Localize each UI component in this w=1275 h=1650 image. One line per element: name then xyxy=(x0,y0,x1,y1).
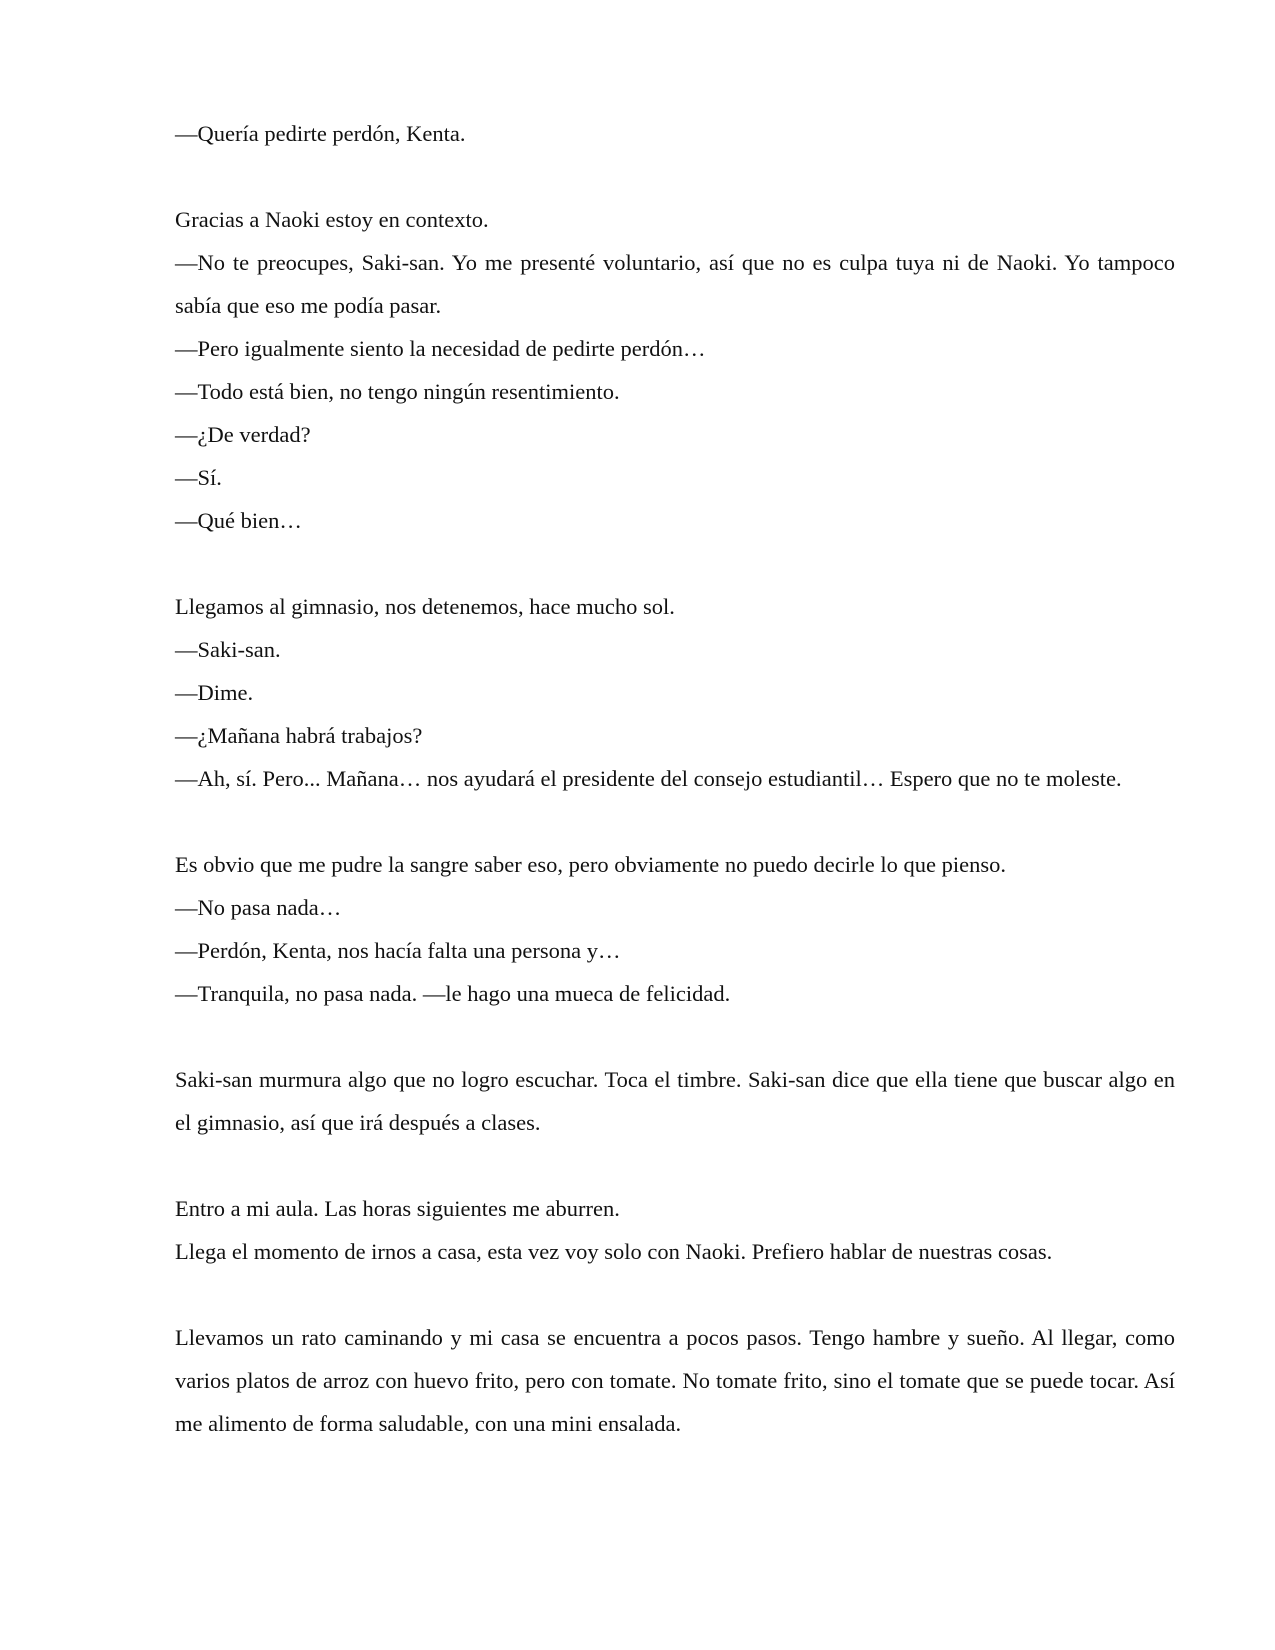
paragraph: —¿De verdad? xyxy=(175,422,311,447)
blank-line xyxy=(175,542,1175,585)
paragraph: —Dime. xyxy=(175,680,254,705)
paragraph: —No te preocupes, Saki-san. Yo me presenté voluntario, así que no es culpa tuya ni de Naoki. Yo tampoco sabía que eso me podía pasar. xyxy=(175,250,1175,318)
blank-line xyxy=(175,1144,1175,1187)
paragraph: Saki-san murmura algo que no logro escuchar. Toca el timbre. Saki-san dice que ella tiene que buscar algo en el gimnasio, así que irá después a clases. xyxy=(175,1067,1175,1135)
blank-line xyxy=(175,1015,1175,1058)
paragraph: —Ah, sí. Pero... Mañana… nos ayudará el presidente del consejo estudiantil… Espero que no te moleste. xyxy=(175,766,1122,791)
blank-line xyxy=(175,1273,1175,1316)
paragraph: —Sí. xyxy=(175,465,222,490)
paragraph: Llegamos al gimnasio, nos detenemos, hace mucho sol. xyxy=(175,594,675,619)
paragraph: —Qué bien… xyxy=(175,508,302,533)
paragraph: Es obvio que me pudre la sangre saber eso, pero obviamente no puedo decirle lo que pienso. xyxy=(175,852,1006,877)
paragraph: —¿Mañana habrá trabajos? xyxy=(175,723,423,748)
page-content xyxy=(175,112,1175,1445)
paragraph: —Tranquila, no pasa nada. —le hago una mueca de felicidad. xyxy=(175,981,731,1006)
paragraph: Entro a mi aula. Las horas siguientes me aburren. xyxy=(175,1196,620,1221)
paragraph: Llega el momento de irnos a casa, esta vez voy solo con Naoki. Prefiero hablar de nuestras cosas. xyxy=(175,1239,1053,1264)
paragraph: —Quería pedirte perdón, Kenta. xyxy=(175,121,466,146)
paragraph: Gracias a Naoki estoy en contexto. xyxy=(175,207,489,232)
paragraph: —Pero igualmente siento la necesidad de pedirte perdón… xyxy=(175,336,706,361)
blank-line xyxy=(175,800,1175,843)
blank-line xyxy=(175,155,1175,198)
paragraph: —Todo está bien, no tengo ningún resentimiento. xyxy=(175,379,620,404)
paragraph: —No pasa nada… xyxy=(175,895,342,920)
paragraph: Llevamos un rato caminando y mi casa se encuentra a pocos pasos. Tengo hambre y sueño. Al llegar, como varios platos de arroz con huevo frito, pero con tomate. No tomate frito, sino el tomate que se puede tocar. Así me alimento de forma saludable, con una mini ensalada. xyxy=(175,1325,1175,1436)
paragraph: —Saki-san. xyxy=(175,637,281,662)
paragraph: —Perdón, Kenta, nos hacía falta una persona y… xyxy=(175,938,621,963)
